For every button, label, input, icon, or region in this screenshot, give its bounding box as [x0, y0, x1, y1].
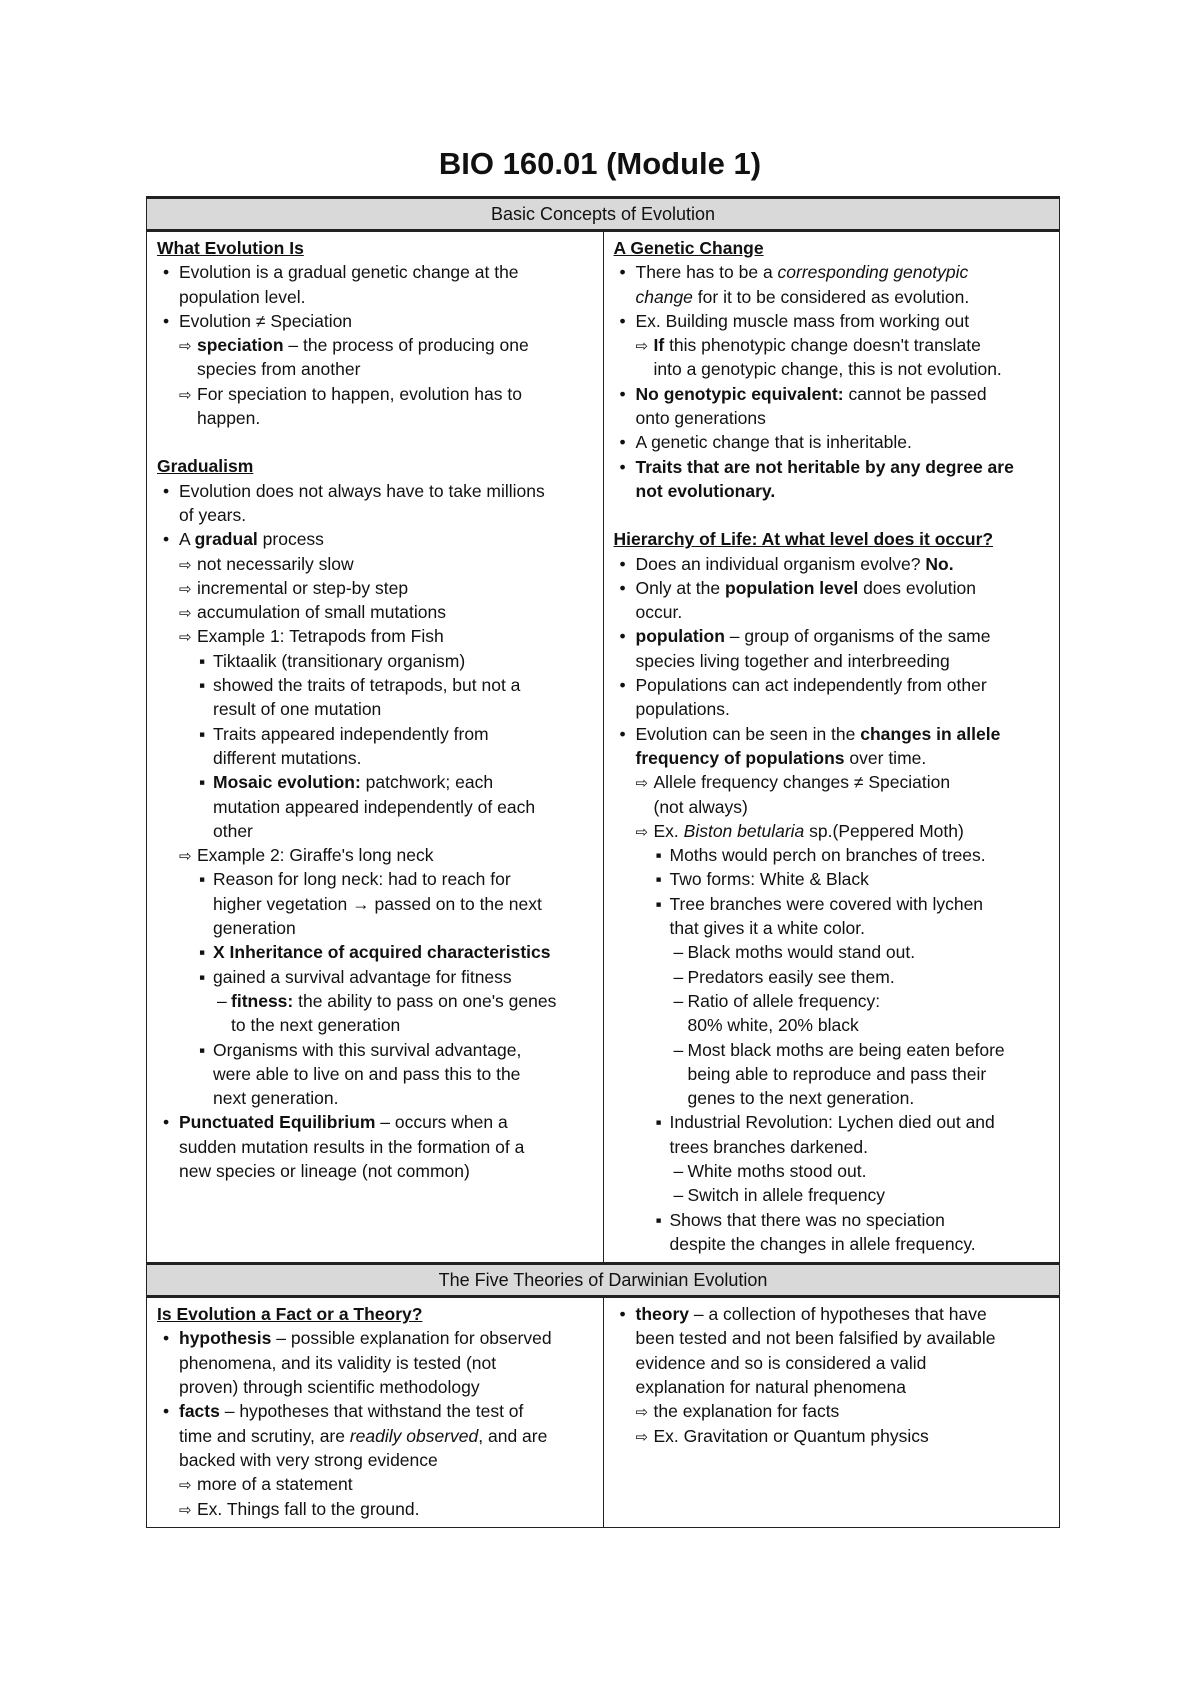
- list-item-text: Mosaic evolution:: [213, 772, 361, 793]
- section-heading: [157, 454, 597, 478]
- list-item-text: Biston betularia: [683, 820, 805, 841]
- list-item-text: mutation appeared independently of each: [213, 796, 536, 817]
- list-item-text: readily observed: [349, 1425, 479, 1446]
- list-item-continuation: [614, 479, 1054, 503]
- list-item-continuation: [614, 1351, 1054, 1375]
- list-item: [157, 527, 597, 551]
- list-item-text: this phenotypic change doesn't translate: [664, 335, 981, 356]
- list-item-text: to the next generation: [231, 1015, 401, 1036]
- list-item: [614, 624, 1054, 648]
- list-item: [614, 892, 1054, 916]
- bullet-icon: [163, 260, 169, 284]
- list-item: [614, 1183, 1054, 1207]
- list-item-continuation: [614, 406, 1054, 430]
- list-item-text: A genetic change that is inheritable.: [635, 432, 912, 453]
- list-item-continuation: [157, 1375, 597, 1399]
- list-item: [157, 770, 597, 794]
- list-item-text: sp.(Peppered Moth): [804, 820, 964, 841]
- list-item-continuation: [614, 746, 1054, 770]
- list-item-text: Allele frequency changes ≠ Speciation: [653, 772, 951, 793]
- bullet-icon: [620, 309, 626, 333]
- square-bullet-icon: [199, 1038, 205, 1062]
- list-item-text: onto generations: [635, 408, 766, 429]
- list-item-text: explanation for natural phenomena: [635, 1377, 906, 1398]
- list-item-text: Ex.: [653, 820, 684, 841]
- bullet-icon: [620, 430, 626, 454]
- list-item-text: theory: [635, 1304, 689, 1325]
- notes-table: [146, 196, 1060, 1528]
- list-item-continuation: [614, 649, 1054, 673]
- list-item-text: Moths would perch on branches of trees.: [669, 845, 986, 866]
- list-item: [614, 260, 1054, 284]
- list-item-text: No.: [925, 553, 954, 574]
- list-item: [614, 770, 1054, 794]
- list-item-text: does evolution: [858, 577, 976, 598]
- section-heading-text: A Genetic Change: [613, 238, 764, 258]
- arrow-right-icon: [179, 552, 192, 578]
- list-item: [614, 843, 1054, 867]
- bullet-icon: [163, 1110, 169, 1134]
- list-item: [157, 552, 597, 576]
- list-item-text: Does an individual organism evolve?: [635, 553, 926, 574]
- section-header-row: [147, 1264, 1060, 1297]
- list-item: [614, 1038, 1054, 1062]
- list-item-text: change: [635, 286, 693, 307]
- list-item-text: occur.: [635, 602, 683, 623]
- list-item: [614, 1110, 1054, 1134]
- list-item-continuation: [157, 1135, 597, 1159]
- list-item-text: different mutations.: [213, 747, 362, 768]
- list-item-continuation: [614, 697, 1054, 721]
- list-item-text: frequency of populations: [635, 747, 845, 768]
- bullet-icon: [163, 1399, 169, 1423]
- square-bullet-icon: [656, 1208, 662, 1232]
- dash-icon: [674, 989, 684, 1013]
- list-item-text: evidence and so is considered a valid: [635, 1352, 927, 1373]
- list-item: [157, 1110, 597, 1134]
- list-item-text: next generation.: [213, 1088, 339, 1109]
- dash-icon: [674, 940, 684, 964]
- arrow-right-icon: [636, 770, 649, 796]
- section-header-row: [147, 198, 1060, 231]
- list-item-text: changes in allele: [860, 723, 1001, 744]
- list-item-text: despite the changes in allele frequency.: [669, 1233, 976, 1254]
- list-item-text: – possible explanation for observed: [271, 1328, 552, 1349]
- list-item-text: facts: [179, 1401, 220, 1422]
- arrow-right-icon: [179, 624, 192, 650]
- list-item-text: showed the traits of tetrapods, but not a: [213, 675, 521, 696]
- list-item-text: Evolution does not always have to take millions: [179, 480, 545, 501]
- list-item-text: X Inheritance of acquired characteristics: [213, 942, 551, 963]
- bullet-icon: [620, 624, 626, 648]
- list-item-text: were able to live on and pass this to the: [213, 1063, 521, 1084]
- list-item-continuation: [614, 1232, 1054, 1256]
- section-heading: [614, 527, 1054, 551]
- list-item-continuation: [614, 357, 1054, 381]
- arrow-right-icon: [179, 843, 192, 869]
- list-item-continuation: [157, 795, 597, 819]
- list-item: [157, 600, 597, 624]
- list-item-continuation: [157, 1351, 597, 1375]
- list-item-text: being able to reproduce and pass their: [687, 1063, 987, 1084]
- list-item: [157, 624, 597, 648]
- list-item-text: 80% white, 20% black: [687, 1015, 859, 1036]
- list-item-text: Ratio of allele frequency:: [687, 990, 881, 1011]
- square-bullet-icon: [656, 867, 662, 891]
- list-item: [157, 989, 597, 1013]
- list-item-text: White moths stood out.: [687, 1160, 867, 1181]
- bullet-icon: [620, 260, 626, 284]
- list-item-text: the ability to pass on one's genes: [293, 990, 557, 1011]
- list-item-text: populations.: [635, 699, 730, 720]
- bullet-icon: [620, 382, 626, 406]
- list-item-text: corresponding genotypic: [777, 262, 969, 283]
- list-item: [157, 333, 597, 357]
- list-item-text: Ex. Things fall to the ground.: [197, 1498, 420, 1519]
- section-header-basic-concepts: Basic Concepts of Evolution: [147, 198, 1060, 231]
- list-item-text: Industrial Revolution: Lychen died out and: [669, 1112, 995, 1133]
- list-item-text: Reason for long neck: had to reach for: [213, 869, 511, 890]
- arrow-right-icon: [179, 1472, 192, 1498]
- section-body-row: [147, 1297, 1060, 1528]
- list-item-text: time and scrutiny, are: [179, 1425, 350, 1446]
- list-item-text: into a genotypic change, this is not evolution.: [653, 359, 1002, 380]
- list-item-text: generation: [213, 918, 296, 939]
- list-item-continuation: [614, 1086, 1054, 1110]
- list-item: [614, 1399, 1054, 1423]
- list-item-text: Predators easily see them.: [687, 966, 895, 987]
- list-item-continuation: [157, 1159, 597, 1183]
- list-item-text: Punctuated Equilibrium: [179, 1112, 376, 1133]
- list-item-text: species from another: [197, 359, 361, 380]
- list-item-continuation: [157, 1448, 597, 1472]
- list-item-text: not evolutionary.: [635, 480, 776, 501]
- list-item-text: Shows that there was no speciation: [669, 1209, 945, 1230]
- list-item-continuation: [157, 819, 597, 843]
- section-heading-text: What Evolution Is: [157, 238, 304, 258]
- list-item-text: species living together and interbreeding: [635, 650, 950, 671]
- list-item-text: gradual: [194, 529, 258, 550]
- list-item-text: Populations can act independently from other: [635, 675, 987, 696]
- left-column: [147, 1297, 604, 1528]
- bullet-icon: [620, 673, 626, 697]
- list-item: [157, 843, 597, 867]
- list-item-text: No genotypic equivalent:: [635, 383, 844, 404]
- list-item-text: speciation: [197, 335, 284, 356]
- list-item-text: higher vegetation → passed on to the next: [213, 893, 542, 914]
- list-item: [157, 382, 597, 406]
- section-heading-text: Is Evolution a Fact or a Theory?: [157, 1304, 423, 1325]
- square-bullet-icon: [199, 673, 205, 697]
- list-item-text: Evolution can be seen in the: [635, 723, 861, 744]
- square-bullet-icon: [199, 722, 205, 746]
- section-header-darwinian-theories: The Five Theories of Darwinian Evolution: [147, 1264, 1060, 1297]
- list-item-text: process: [257, 529, 324, 550]
- arrow-right-icon: [636, 333, 649, 359]
- list-item-text: sudden mutation results in the formation of a: [179, 1136, 525, 1157]
- list-item: [614, 430, 1054, 454]
- list-item-text: Tiktaalik (transitionary organism): [213, 650, 466, 671]
- list-item: [157, 479, 597, 503]
- list-item-text: Evolution is a gradual genetic change at the: [179, 262, 519, 283]
- arrow-right-icon: [636, 1399, 649, 1425]
- list-item-continuation: [157, 916, 597, 940]
- list-item: [614, 989, 1054, 1013]
- list-item-text: of years.: [179, 504, 247, 525]
- bullet-icon: [620, 722, 626, 746]
- list-item: [614, 819, 1054, 843]
- list-item-text: Traits appeared independently from: [213, 723, 489, 744]
- list-item-text: A: [179, 529, 195, 550]
- list-item-text: population: [635, 626, 725, 647]
- list-item-text: that gives it a white color.: [669, 918, 866, 939]
- list-item: [157, 1326, 597, 1350]
- list-item-text: population level: [725, 577, 859, 598]
- list-item-text: for it to be considered as evolution.: [692, 286, 970, 307]
- list-item-text: Black moths would stand out.: [687, 942, 916, 963]
- left-column: [147, 231, 604, 1264]
- list-item-text: If: [653, 335, 665, 356]
- section-heading-text: Gradualism: [157, 456, 254, 477]
- list-item: [614, 1302, 1054, 1326]
- list-item-continuation: [614, 1062, 1054, 1086]
- section-heading: [614, 236, 1054, 260]
- section-heading-text: Hierarchy of Life: At what level does it occur?: [613, 529, 994, 550]
- list-item: [157, 649, 597, 673]
- arrow-right-icon: [636, 1424, 649, 1450]
- list-item-continuation: [157, 697, 597, 721]
- arrow-right-icon: [179, 1497, 192, 1523]
- square-bullet-icon: [199, 867, 205, 891]
- list-item-text: Most black moths are being eaten before: [687, 1039, 1005, 1060]
- list-item-text: trees branches darkened.: [669, 1136, 868, 1157]
- list-item-text: phenomena, and its validity is tested (not: [179, 1352, 497, 1373]
- list-item: [614, 576, 1054, 600]
- arrow-right-icon: [179, 382, 192, 408]
- list-item: [157, 965, 597, 989]
- square-bullet-icon: [656, 843, 662, 867]
- list-item-continuation: [157, 1013, 597, 1037]
- list-item-text: Only at the: [635, 577, 725, 598]
- list-item-text: the explanation for facts: [653, 1401, 840, 1422]
- square-bullet-icon: [656, 1110, 662, 1134]
- list-item-text: – group of organisms of the same: [724, 626, 991, 647]
- list-item: [157, 576, 597, 600]
- list-item-text: new species or lineage (not common): [179, 1160, 470, 1181]
- list-item: [614, 722, 1054, 746]
- list-item-continuation: [157, 746, 597, 770]
- list-item: [614, 309, 1054, 333]
- list-item-text: Two forms: White & Black: [669, 869, 869, 890]
- list-item-continuation: [157, 357, 597, 381]
- list-item-text: patchwork; each: [360, 772, 494, 793]
- list-item-text: There has to be a: [635, 262, 778, 283]
- list-item-text: Example 2: Giraffe's long neck: [197, 845, 434, 866]
- dash-icon: [674, 965, 684, 989]
- document-title: BIO 160.01 (Module 1): [438, 146, 762, 181]
- list-item-text: happen.: [197, 408, 261, 429]
- bullet-icon: [620, 576, 626, 600]
- arrow-right-icon: [179, 333, 192, 359]
- arrow-right-icon: [179, 576, 192, 602]
- right-column: [603, 1297, 1060, 1528]
- list-item-continuation: [614, 1013, 1054, 1037]
- list-item-text: not necessarily slow: [197, 553, 354, 574]
- list-item-text: Example 1: Tetrapods from Fish: [197, 626, 444, 647]
- list-item-continuation: [157, 1062, 597, 1086]
- square-bullet-icon: [199, 649, 205, 673]
- square-bullet-icon: [199, 965, 205, 989]
- list-item: [157, 1497, 597, 1521]
- list-item-continuation: [614, 600, 1054, 624]
- list-item-text: , and are: [478, 1425, 548, 1446]
- bullet-icon: [620, 455, 626, 479]
- list-item: [157, 1472, 597, 1496]
- section-body-row: [147, 231, 1060, 1264]
- list-item-continuation: [614, 1326, 1054, 1350]
- list-item-continuation: [614, 1375, 1054, 1399]
- list-item: [614, 455, 1054, 479]
- list-item-continuation: [614, 916, 1054, 940]
- list-item-text: – hypotheses that withstand the test of: [219, 1401, 524, 1422]
- list-item: [157, 940, 597, 964]
- list-item: [157, 309, 597, 333]
- list-item-text: population level.: [179, 286, 306, 307]
- list-item: [157, 1399, 597, 1423]
- list-item-text: proven) through scientific methodology: [179, 1377, 480, 1398]
- list-item-text: genes to the next generation.: [687, 1088, 915, 1109]
- list-item-text: (not always): [653, 796, 748, 817]
- list-item-continuation: [614, 285, 1054, 309]
- list-item: [614, 1208, 1054, 1232]
- list-item: [614, 333, 1054, 357]
- square-bullet-icon: [199, 940, 205, 964]
- bullet-icon: [163, 309, 169, 333]
- list-item-text: Traits that are not heritable by any degree are: [635, 456, 1014, 477]
- list-item: [157, 722, 597, 746]
- list-item-text: Tree branches were covered with lychen: [669, 893, 984, 914]
- list-item-text: result of one mutation: [213, 699, 382, 720]
- list-item-text: For speciation to happen, evolution has to: [197, 383, 522, 404]
- list-item-text: backed with very strong evidence: [179, 1449, 438, 1470]
- list-item-continuation: [157, 406, 597, 430]
- list-item-text: over time.: [844, 747, 927, 768]
- square-bullet-icon: [199, 770, 205, 794]
- list-item: [614, 940, 1054, 964]
- list-item-text: Organisms with this survival advantage,: [213, 1039, 522, 1060]
- bullet-icon: [163, 1326, 169, 1350]
- dash-icon: [674, 1159, 684, 1183]
- list-item: [614, 673, 1054, 697]
- list-item-text: Ex. Building muscle mass from working out: [635, 310, 970, 331]
- list-item-text: Switch in allele frequency: [687, 1185, 885, 1206]
- list-item-text: other: [213, 820, 253, 841]
- list-item: [614, 867, 1054, 891]
- bullet-icon: [163, 527, 169, 551]
- arrow-right-icon: [636, 819, 649, 845]
- list-item-text: cannot be passed: [843, 383, 987, 404]
- list-item: [614, 1159, 1054, 1183]
- list-item-text: – occurs when a: [375, 1112, 508, 1133]
- list-item-continuation: [614, 795, 1054, 819]
- list-item-text: hypothesis: [179, 1328, 272, 1349]
- bullet-icon: [620, 1302, 626, 1326]
- bullet-icon: [620, 552, 626, 576]
- dash-icon: [674, 1183, 684, 1207]
- list-item-continuation: [157, 892, 597, 916]
- list-item-continuation: [157, 1424, 597, 1448]
- square-bullet-icon: [656, 892, 662, 916]
- list-item: [157, 673, 597, 697]
- list-item: [614, 1424, 1054, 1448]
- dash-icon: [674, 1038, 684, 1062]
- list-item-text: fitness:: [231, 990, 294, 1011]
- arrow-right-icon: [179, 600, 192, 626]
- list-item-text: more of a statement: [197, 1474, 353, 1495]
- section-heading: [157, 236, 597, 260]
- list-item-text: Evolution ≠ Speciation: [179, 310, 353, 331]
- list-item-continuation: [157, 1086, 597, 1110]
- list-item-continuation: [157, 503, 597, 527]
- bullet-icon: [163, 479, 169, 503]
- list-item: [614, 965, 1054, 989]
- list-item-text: Ex. Gravitation or Quantum physics: [653, 1425, 929, 1446]
- list-item: [157, 1038, 597, 1062]
- list-item-text: – the process of producing one: [283, 335, 529, 356]
- list-item: [157, 260, 597, 284]
- right-column: [603, 231, 1060, 1264]
- section-heading: [157, 1302, 597, 1326]
- list-item-continuation: [157, 285, 597, 309]
- list-item-text: incremental or step-by step: [197, 577, 409, 598]
- list-item-text: gained a survival advantage for fitness: [213, 966, 512, 987]
- list-item: [614, 552, 1054, 576]
- list-item-text: – a collection of hypotheses that have: [688, 1304, 987, 1325]
- list-item: [614, 382, 1054, 406]
- list-item-text: accumulation of small mutations: [197, 602, 446, 623]
- dash-icon: [217, 989, 227, 1013]
- list-item-continuation: [614, 1135, 1054, 1159]
- list-item-text: been tested and not been falsified by available: [635, 1328, 996, 1349]
- list-item: [157, 867, 597, 891]
